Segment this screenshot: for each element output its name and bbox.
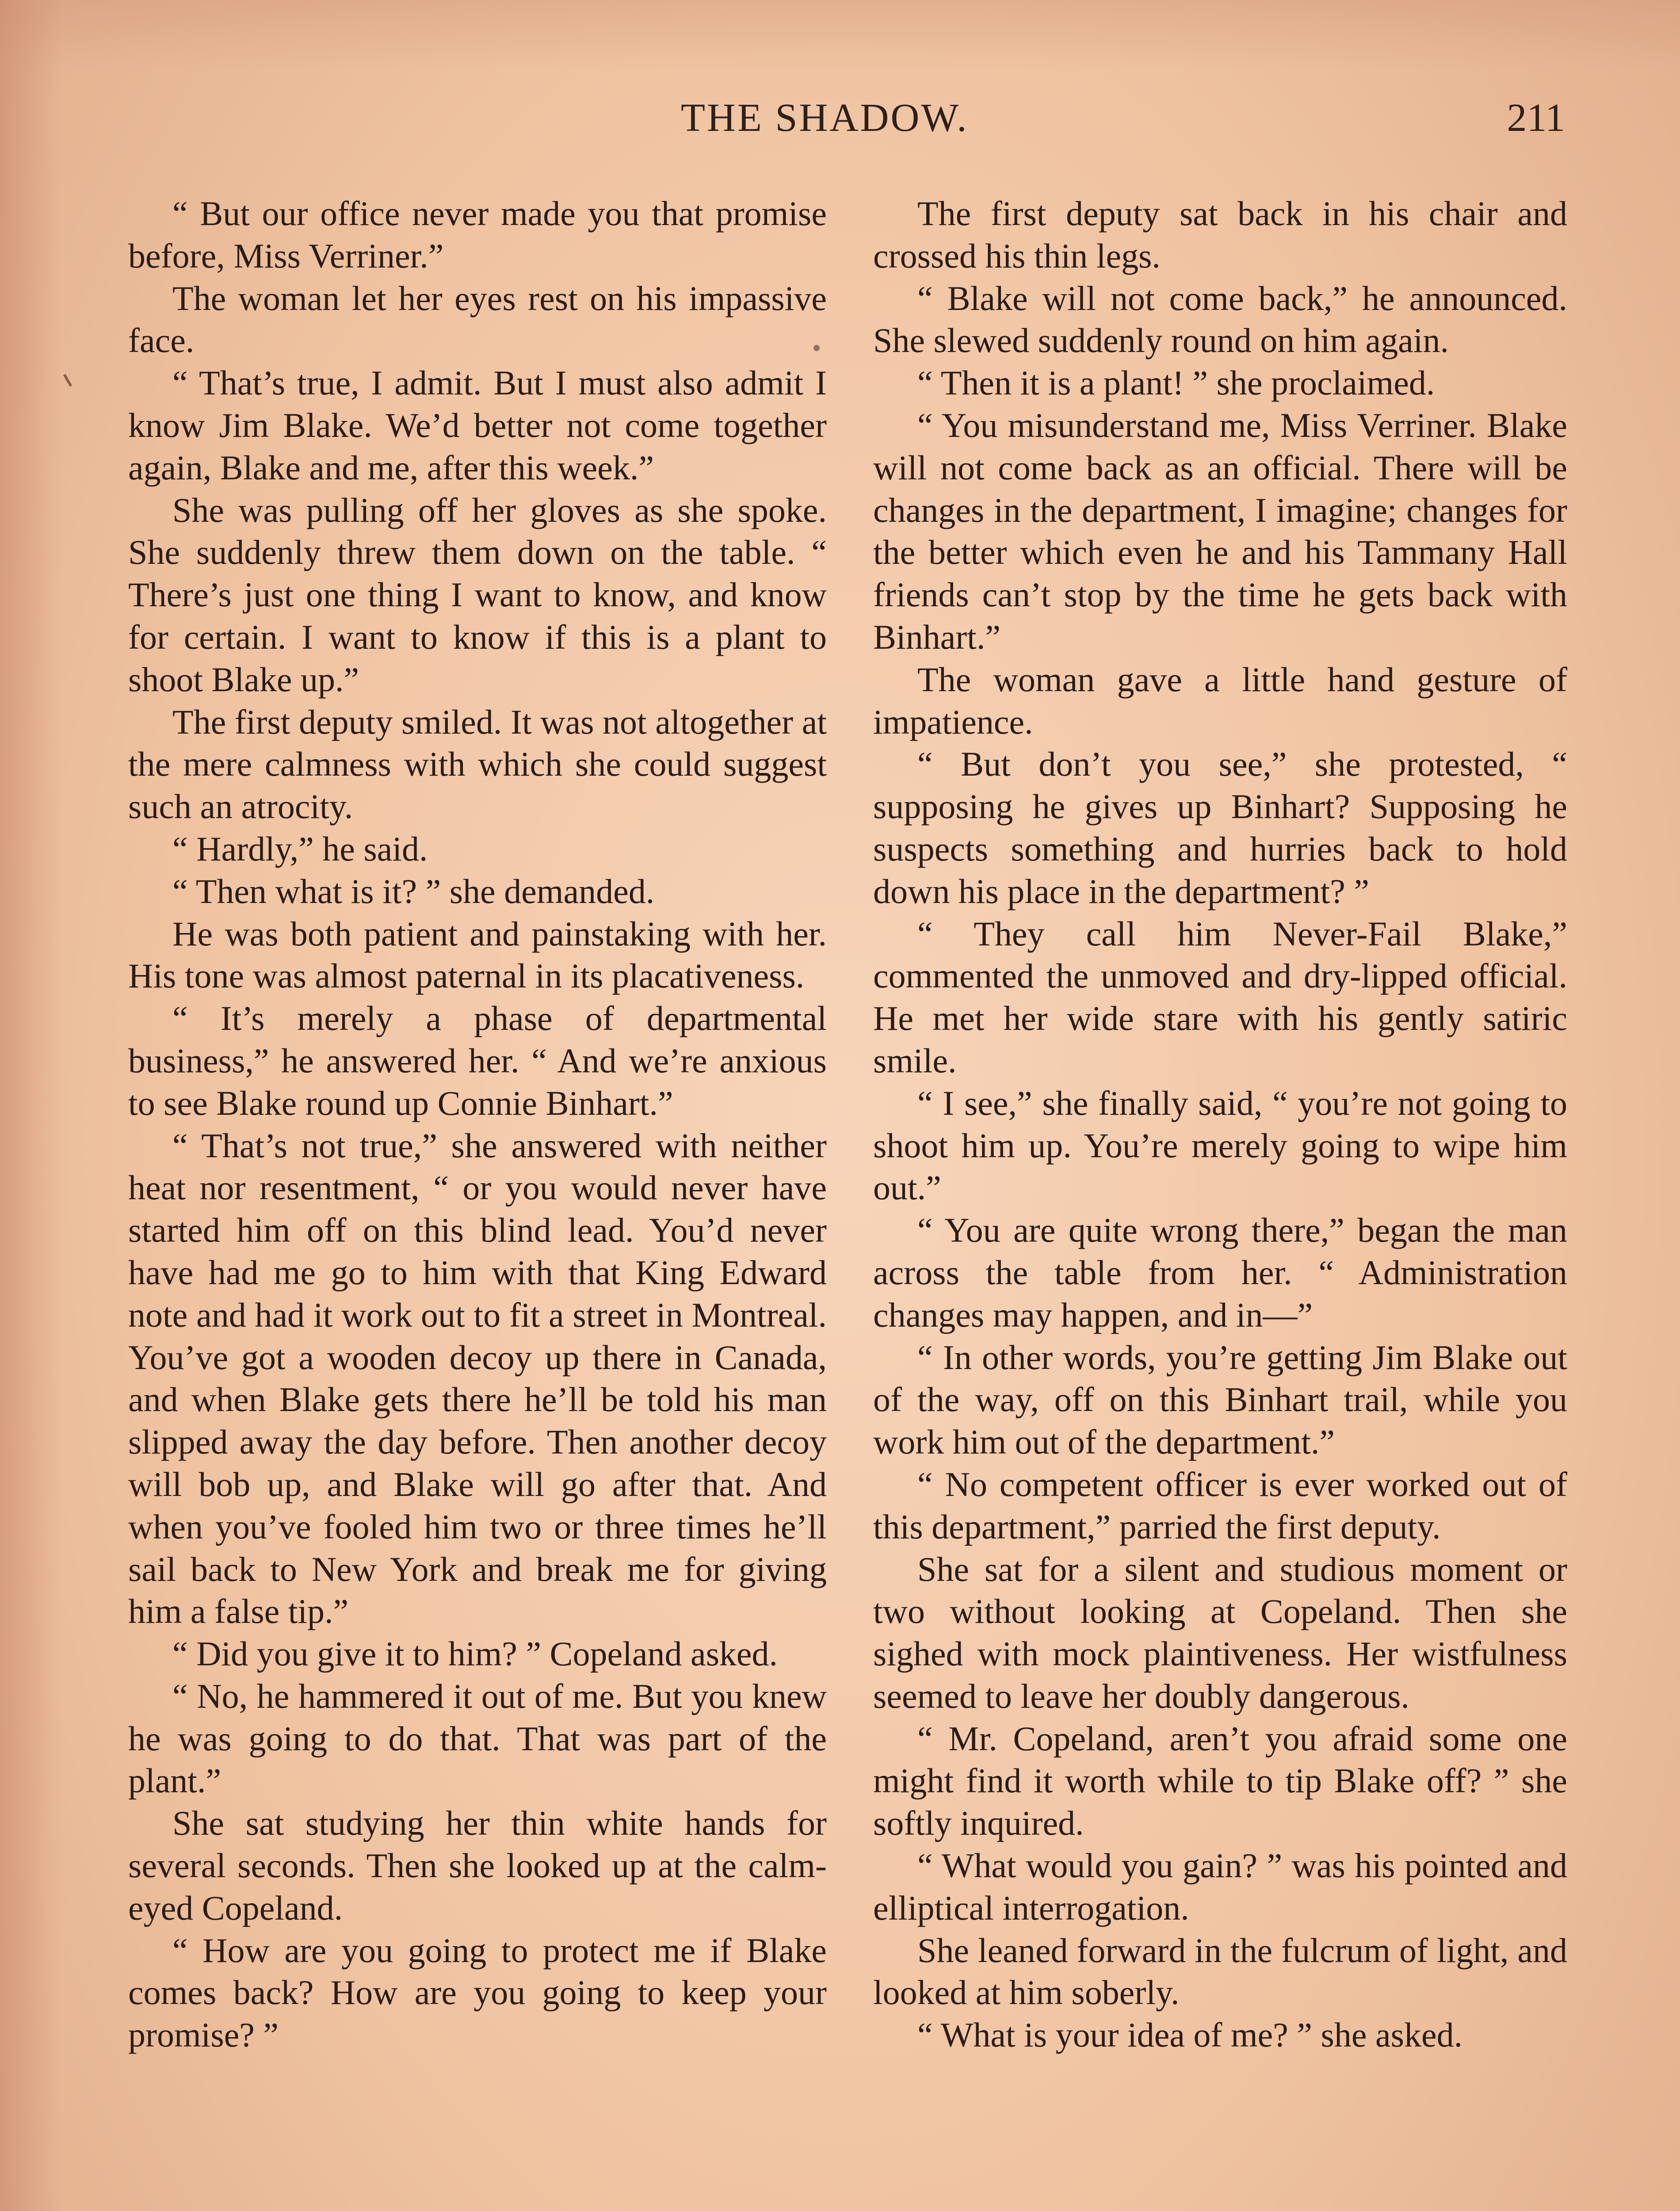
paragraph: “ You misunderstand me, Miss Verriner. Blake will not come back as an official. There will be changes in the department, I imagine; changes for the better which even he and his Tammany Hall friends can’t stop by the time he gets back with Binhart.” — [873, 405, 1567, 656]
paragraph: The first deputy smiled. It was not altogether at the mere calmness with which she could suggest such an atrocity. — [128, 702, 827, 826]
paragraph: “ Then what is it? ” she demanded. — [172, 872, 655, 910]
page-number: 211 — [1507, 96, 1565, 140]
paragraph: “ How are you going to protect me if Blake comes back? How are you going to keep your promise? ” — [128, 1931, 827, 2054]
paragraph: “ That’s true, I admit. But I must also admit I know Jim Blake. We’d better not come together again, Blake and me, after this week.” — [128, 363, 827, 487]
paragraph: “ Then it is a plant! ” she proclaimed. — [917, 363, 1435, 402]
right-column — [873, 192, 1567, 2056]
page-header — [637, 95, 1565, 148]
running-title: THE SHADOW. — [681, 96, 969, 140]
paragraph: “ It’s merely a phase of departmental business,” he answered her. “ And we’re anxious to see Blake round up Connie Binhart.” — [128, 999, 827, 1122]
paragraph: “ But our office never made you that promise before, Miss Verriner.” — [128, 194, 827, 275]
paragraph: “ You are quite wrong there,” began the man across the table from her. “ Administration changes may happen, and in—” — [873, 1211, 1567, 1334]
paragraph: “ Hardly,” he said. — [172, 829, 428, 868]
paragraph: “ But don’t you see,” she protested, “ supposing he gives up Binhart? Supposing he suspects something and hurries back to hold down his place in the department? ” — [873, 745, 1567, 910]
paragraph: She leaned forward in the fulcrum of light, and looked at him soberly. — [873, 1931, 1567, 2012]
paragraph: The first deputy sat back in his chair and crossed his thin legs. — [873, 194, 1567, 275]
paragraph: “ They call him Never-Fail Blake,” commented the unmoved and dry-lipped official. He met her wide stare with his gently satiric smile. — [873, 914, 1567, 1080]
page-edge-shadow — [0, 0, 62, 2211]
paragraph: “ In other words, you’re getting Jim Blake out of the way, off on this Binhart trail, while you work him out of the department.” — [873, 1338, 1567, 1461]
paragraph: She sat studying her thin white hands for several seconds. Then she looked up at the calm-eyed Copeland. — [128, 1804, 827, 1927]
left-column — [128, 192, 827, 2056]
paragraph: The woman let her eyes rest on his impassive face. — [128, 279, 827, 360]
paragraph: “ Blake will not come back,” he announced. She slewed suddenly round on him again. — [873, 279, 1567, 360]
paragraph: “ What is your idea of me? ” she asked. — [917, 2016, 1463, 2054]
page-top-shadow — [0, 0, 1680, 71]
paragraph: “ Did you give it to him? ” Copeland asked. — [172, 1634, 778, 1673]
paper-scratch — [63, 374, 72, 387]
paragraph: She sat for a silent and studious moment or two without looking at Copeland. Then she sighed with mock plaintiveness. Her wistfulness seemed to leave her doubly dangerous. — [873, 1549, 1567, 1715]
paragraph: She was pulling off her gloves as she spoke. She suddenly threw them down on the table. “ There’s just one thing I want to know, and know for certain. I want to know if this is a plant to shoot Blake up.” — [128, 490, 827, 699]
paragraph: “ What would you gain? ” was his pointed and elliptical interrogation. — [873, 1846, 1567, 1927]
paragraph: “ No, he hammered it out of me. But you knew he was going to do that. That was part of the plant.” — [128, 1676, 827, 1800]
paragraph: “ That’s not true,” she answered with neither heat nor resentment, “ or you would never have started him off on this blind lead. You’d never have had me go to him with that King Edward note and had it work out to fit a street in Montreal. You’ve got a wooden decoy up there in Canada, and when Blake gets there he’ll be told his man slipped away the day before. Then another decoy will bob up, and Blake will go after that. And when you’ve fooled him two or three times he’ll sail back to New York and break me for giving him a false tip.” — [128, 1126, 827, 1631]
paragraph: The woman gave a little hand gesture of impatience. — [873, 660, 1567, 741]
paragraph: “ I see,” she finally said, “ you’re not going to shoot him up. You’re merely going to wipe him out.” — [873, 1083, 1567, 1207]
paragraph: “ Mr. Copeland, aren’t you afraid some one might find it worth while to tip Blake off? ” she softly inquired. — [873, 1719, 1567, 1843]
paragraph: He was both patient and painstaking with her. His tone was almost paternal in its placativeness. — [128, 914, 827, 995]
paragraph: “ No competent officer is ever worked out of this department,” parried the first deputy. — [873, 1465, 1567, 1546]
